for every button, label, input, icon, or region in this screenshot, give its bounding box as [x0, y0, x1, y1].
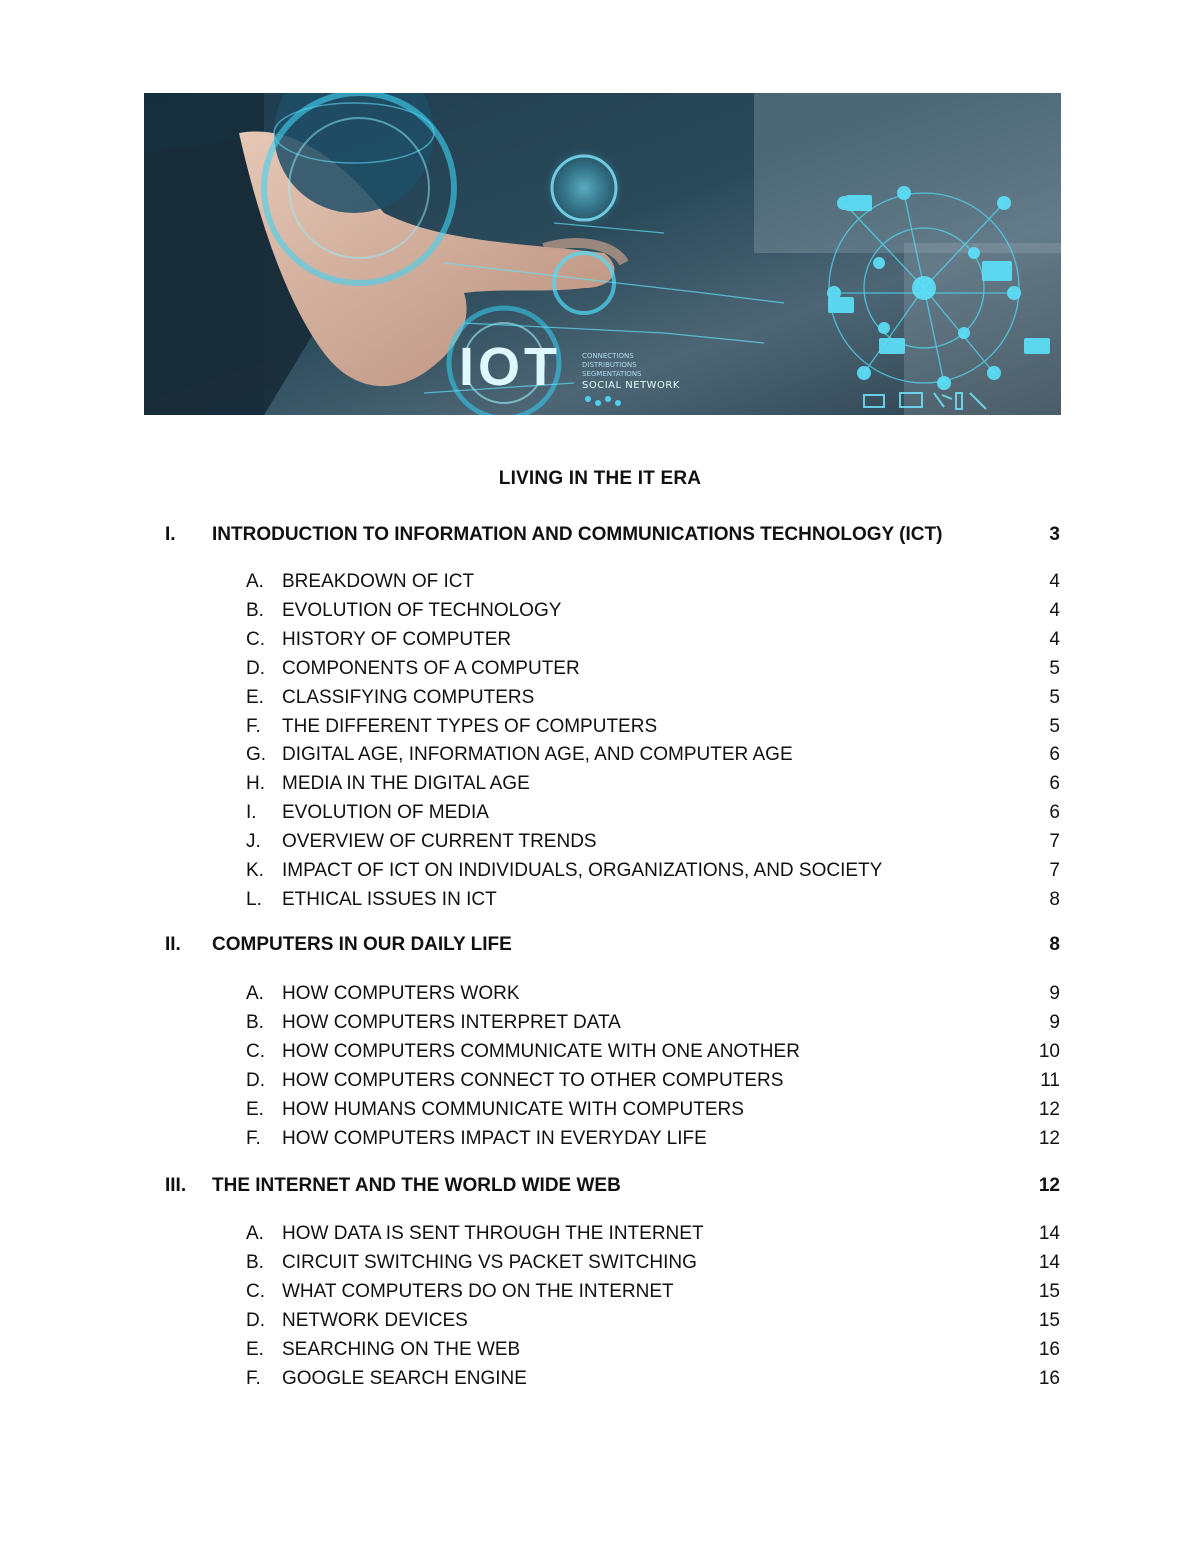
section-title: INTRODUCTION TO INFORMATION AND COMMUNICATIONS TECHNOLOGY (ICT) [212, 524, 943, 545]
toc-entry [0, 1278, 1200, 1306]
toc-entry [0, 857, 1200, 885]
page-number: 4 [1049, 599, 1060, 621]
page-number: 9 [1049, 1011, 1060, 1033]
entry-title: EVOLUTION OF TECHNOLOGY [282, 599, 562, 621]
toc-entry [0, 568, 1200, 596]
page-number: 11 [1040, 1069, 1060, 1091]
page-number: 14 [1038, 1223, 1060, 1244]
entry-title: HOW COMPUTERS CONNECT TO OTHER COMPUTERS [282, 1069, 784, 1091]
toc-entry [0, 799, 1200, 827]
page-number: 9 [1049, 983, 1060, 1004]
page-number: 5 [1049, 686, 1060, 708]
entry-letter: D. [246, 657, 265, 679]
page-number: 3 [1049, 524, 1060, 545]
entry-title: CIRCUIT SWITCHING VS PACKET SWITCHING [282, 1251, 697, 1273]
toc-section [0, 931, 1200, 959]
page-number: 12 [1038, 1098, 1060, 1120]
entry-letter: J. [246, 831, 261, 853]
page-number: 6 [1049, 744, 1060, 766]
entry-title: SEARCHING ON THE WEB [282, 1338, 521, 1360]
entry-letter: F. [246, 715, 261, 737]
entry-letter: C. [246, 1040, 265, 1062]
page-number: 5 [1049, 657, 1060, 679]
page-number: 12 [1038, 1175, 1060, 1196]
page-number: 16 [1038, 1367, 1060, 1389]
page-number: 7 [1049, 860, 1060, 881]
entry-letter: K. [246, 860, 264, 881]
entry-title: HOW COMPUTERS INTERPRET DATA [282, 1011, 621, 1033]
social-network-label: SOCIAL NETWORK [582, 380, 680, 391]
entry-letter: B. [246, 599, 264, 621]
entry-title: HOW DATA IS SENT THROUGH THE INTERNET [282, 1223, 704, 1244]
section-number: I. [165, 524, 176, 545]
toc-entry [0, 1365, 1200, 1393]
toc-section [0, 1172, 1200, 1200]
entry-title: HOW COMPUTERS IMPACT IN EVERYDAY LIFE [282, 1127, 707, 1149]
toc-entry [0, 741, 1200, 769]
toc-entry [0, 1220, 1200, 1248]
toc-entry [0, 1249, 1200, 1277]
iot-label: IOT [459, 337, 561, 397]
page-number: 4 [1049, 628, 1060, 650]
banner-image [144, 93, 1061, 415]
page-number: 7 [1049, 831, 1060, 853]
entry-letter: C. [246, 1280, 265, 1302]
document-title: LIVING IN THE IT ERA [498, 468, 702, 489]
page-number: 4 [1049, 571, 1060, 592]
iot-illustration [144, 93, 1061, 415]
entry-letter: B. [246, 1011, 264, 1033]
entry-letter: D. [246, 1309, 265, 1331]
entry-letter: E. [246, 1338, 264, 1360]
toc-section [0, 521, 1200, 549]
entry-title: IMPACT OF ICT ON INDIVIDUALS, ORGANIZATIONS, AND SOCIETY [282, 860, 883, 881]
page-number: 8 [1049, 934, 1060, 955]
toc-entry [0, 1009, 1200, 1037]
entry-title: OVERVIEW OF CURRENT TRENDS [282, 831, 597, 853]
toc-entry [0, 980, 1200, 1008]
entry-title: EVOLUTION OF MEDIA [282, 802, 489, 824]
toc-entry [0, 655, 1200, 683]
page-number: 16 [1038, 1338, 1060, 1360]
entry-title: HOW COMPUTERS COMMUNICATE WITH ONE ANOTHER [282, 1040, 800, 1062]
entry-title: HISTORY OF COMPUTER [282, 628, 512, 650]
overlay-line-3: SEGMENTATIONS [582, 370, 642, 378]
entry-letter: E. [246, 1098, 264, 1120]
entry-title: DIGITAL AGE, INFORMATION AGE, AND COMPUTER AGE [282, 744, 793, 766]
section-title: COMPUTERS IN OUR DAILY LIFE [212, 934, 512, 955]
page-number: 12 [1038, 1127, 1060, 1149]
entry-letter: H. [246, 773, 265, 795]
section-number: III. [165, 1175, 187, 1196]
overlay-line-2: DISTRIBUTIONS [582, 361, 637, 369]
entry-letter: A. [246, 983, 264, 1004]
entry-letter: E. [246, 686, 264, 708]
page-number: 14 [1038, 1251, 1060, 1273]
section-title: THE INTERNET AND THE WORLD WIDE WEB [212, 1175, 621, 1196]
entry-title: BREAKDOWN OF ICT [282, 571, 475, 592]
entry-letter: G. [246, 744, 267, 766]
toc-entry [0, 1307, 1200, 1335]
entry-letter: C. [246, 628, 265, 650]
toc-entry [0, 713, 1200, 741]
toc-entry [0, 684, 1200, 712]
toc-entry [0, 597, 1200, 625]
entry-title: MEDIA IN THE DIGITAL AGE [282, 773, 530, 795]
entry-title: CLASSIFYING COMPUTERS [282, 686, 535, 708]
page-number: 15 [1038, 1280, 1060, 1302]
entry-title: HOW COMPUTERS WORK [282, 983, 520, 1004]
entry-title: WHAT COMPUTERS DO ON THE INTERNET [282, 1280, 674, 1302]
toc-entry [0, 886, 1200, 914]
page-number: 10 [1038, 1040, 1060, 1062]
toc-entry [0, 1336, 1200, 1364]
entry-letter: B. [246, 1251, 264, 1273]
page-number: 5 [1049, 715, 1060, 737]
entry-letter: F. [246, 1367, 261, 1389]
toc-entry [0, 1125, 1200, 1153]
page-number: 15 [1038, 1309, 1060, 1331]
entry-letter: A. [246, 1223, 264, 1244]
entry-letter: A. [246, 571, 264, 592]
entry-letter: L. [246, 888, 262, 910]
entry-title: THE DIFFERENT TYPES OF COMPUTERS [282, 715, 658, 737]
toc-entry [0, 828, 1200, 856]
toc-entry [0, 1038, 1200, 1066]
toc-entry [0, 770, 1200, 798]
page-number: 6 [1049, 773, 1060, 795]
entry-title: COMPONENTS OF A COMPUTER [282, 657, 580, 679]
entry-title: HOW HUMANS COMMUNICATE WITH COMPUTERS [282, 1098, 744, 1120]
toc-entry [0, 1067, 1200, 1095]
entry-title: NETWORK DEVICES [282, 1309, 468, 1331]
page-number: 8 [1049, 888, 1060, 910]
entry-letter: F. [246, 1127, 261, 1149]
overlay-line-1: CONNECTIONS [582, 352, 634, 360]
entry-title: GOOGLE SEARCH ENGINE [282, 1367, 527, 1389]
entry-letter: I. [246, 802, 257, 824]
entry-letter: D. [246, 1069, 265, 1091]
toc-entry [0, 1096, 1200, 1124]
section-number: II. [165, 934, 181, 955]
page-number: 6 [1049, 802, 1060, 824]
toc-entry [0, 626, 1200, 654]
entry-title: ETHICAL ISSUES IN ICT [282, 888, 497, 910]
